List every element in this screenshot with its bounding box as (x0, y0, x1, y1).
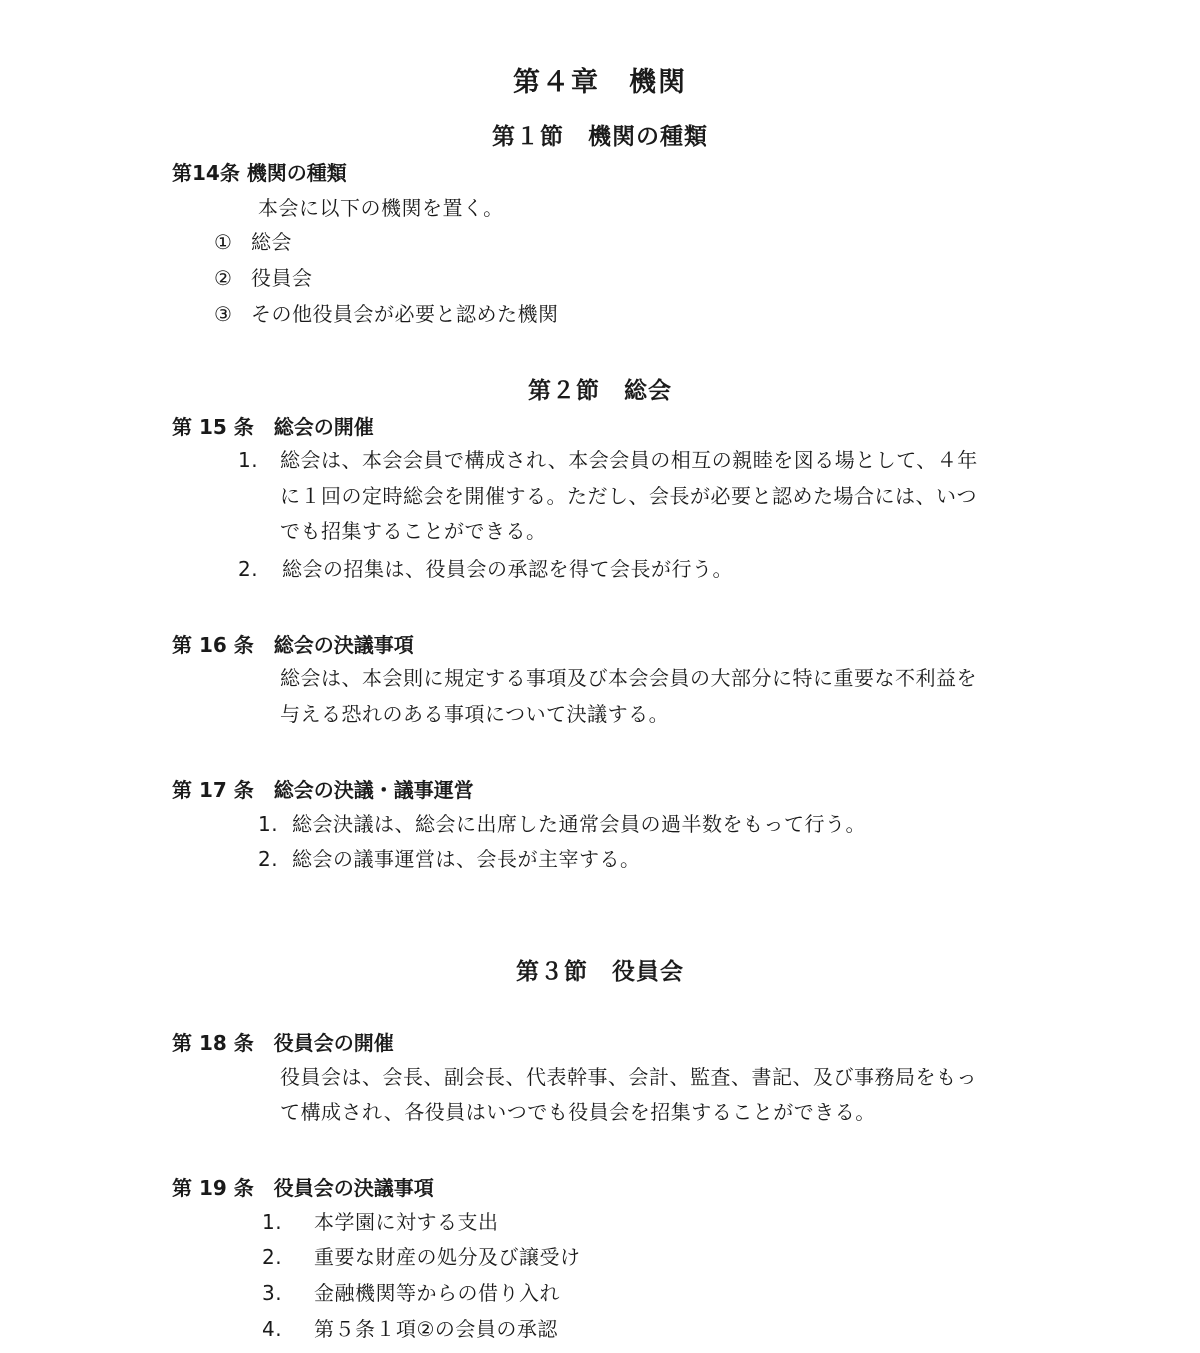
list-item-text: 総会決議は、総会に出席した通常会員の過半数をもって行う。 (292, 812, 866, 836)
article-body-line: 役員会は、会長、副会長、代表幹事、会計、監査、書記、及び事務局をもっ (280, 1065, 977, 1089)
list-item-number: 2. (258, 847, 279, 871)
list-item (262, 1239, 581, 1275)
list-item-number: 2. (238, 557, 259, 581)
list-item (258, 806, 866, 842)
list-item-line: でも招集することができる。 (280, 519, 547, 543)
article-heading: 第 19 条 役員会の決議事項 (172, 1176, 434, 1200)
list-item-text: 金融機関等からの借り入れ (314, 1281, 560, 1305)
list-item-number: 1. (262, 1210, 283, 1234)
list-item (262, 1204, 499, 1240)
list-item-text: その他役員会が必要と認めた機関 (251, 302, 559, 326)
list-item-number: ② (214, 266, 233, 290)
list-item (214, 224, 292, 260)
list-item-text: 重要な財産の処分及び譲受け (314, 1245, 581, 1269)
list-item-number: 1. (238, 448, 259, 472)
list-item-number: 4. (262, 1317, 283, 1341)
list-item-number: ① (214, 230, 233, 254)
article-body-line: 総会は、本会則に規定する事項及び本会会員の大部分に特に重要な不利益を (280, 666, 977, 690)
list-item (262, 1275, 560, 1311)
list-item-number: 2. (262, 1245, 283, 1269)
list-item-number: 3. (262, 1281, 283, 1305)
section-title: 第３節 役員会 (516, 959, 684, 985)
list-item-text: 総会 (251, 230, 292, 254)
list-item-text: 総会の議事運営は、会長が主宰する。 (292, 847, 641, 871)
list-item (214, 260, 313, 296)
list-item-text: 第５条１項②の会員の承認 (314, 1317, 558, 1341)
list-item-line: に１回の定時総会を開催する。ただし、会長が必要と認めた場合には、いつ (280, 484, 977, 508)
section-title: 第２節 総会 (528, 378, 672, 404)
list-item-text: 役員会 (251, 266, 313, 290)
article-heading: 第 15 条 総会の開催 (172, 415, 374, 439)
chapter-title: 第４章 機関 (513, 67, 687, 98)
list-item (214, 296, 559, 332)
list-item (262, 1311, 558, 1347)
list-item-line: 総会は、本会会員で構成され、本会会員の相互の親睦を図る場として、４年 (280, 448, 978, 472)
list-item-text: 本学園に対する支出 (314, 1210, 499, 1234)
article-heading: 第 18 条 役員会の開催 (172, 1031, 394, 1055)
list-item-number: ③ (214, 302, 233, 326)
article-body-line: 与える恐れのある事項について決議する。 (280, 702, 670, 726)
article-heading: 第14条 機関の種類 (172, 161, 347, 185)
section-title: 第１節 機関の種類 (492, 124, 708, 150)
list-item (258, 841, 641, 877)
article-heading: 第 16 条 総会の決議事項 (172, 633, 414, 657)
article-intro: 本会に以下の機関を置く。 (258, 196, 504, 220)
article-heading: 第 17 条 総会の決議・議事運営 (172, 778, 474, 802)
list-item-line: 総会の招集は、役員会の承認を得て会長が行う。 (282, 557, 733, 581)
list-item-number: 1. (258, 812, 279, 836)
article-body-line: て構成され、各役員はいつでも役員会を招集することができる。 (280, 1100, 876, 1124)
